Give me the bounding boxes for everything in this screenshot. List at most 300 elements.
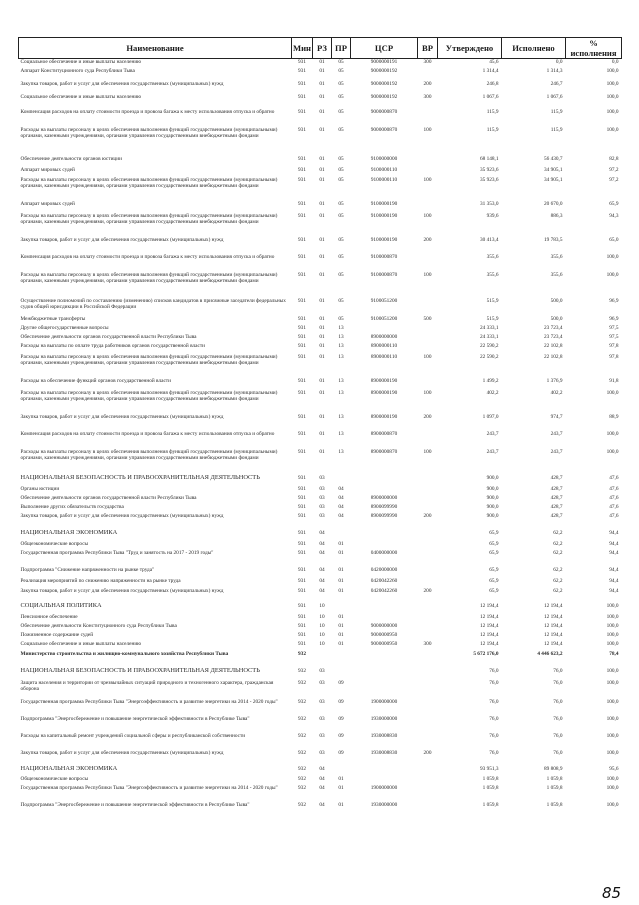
cell-pr: 01 xyxy=(338,640,344,647)
cell-approved: 22 590,2 xyxy=(479,353,499,360)
cell-approved: 35 923,6 xyxy=(479,176,499,183)
cell-approved: 1 059,8 xyxy=(482,775,499,782)
cell-approved: 1 314,4 xyxy=(482,67,499,74)
cell-min: 931 xyxy=(298,413,306,420)
cell-rz: 04 xyxy=(319,587,325,594)
cell-vr xyxy=(418,567,438,578)
cell-name: Подпрограмма "Энергосбережение и повышение энергетической эффективности в Республике Тыва" xyxy=(20,801,250,808)
cell-min: 931 xyxy=(298,200,306,207)
cell-vr: 500 xyxy=(423,315,432,322)
cell-executed: 355,6 xyxy=(550,253,563,260)
cell-min: 931 xyxy=(298,166,306,173)
cell-percent: 82,8 xyxy=(609,155,619,162)
cell-percent: 100,0 xyxy=(606,430,619,437)
cell-vr: 200 xyxy=(423,413,432,420)
cell-csr xyxy=(351,475,418,486)
cell-percent: 100,0 xyxy=(606,126,619,133)
header-csr: ЦСР xyxy=(351,38,418,59)
cell-executed: 22 102,8 xyxy=(543,342,563,349)
table-row xyxy=(19,623,622,632)
cell-min: 931 xyxy=(298,474,306,481)
table-row xyxy=(19,641,622,651)
cell-percent: 97,5 xyxy=(609,324,619,331)
cell-min: 931 xyxy=(298,324,306,331)
cell-vr xyxy=(418,109,438,127)
cell-min: 931 xyxy=(298,342,306,349)
cell-csr xyxy=(351,614,418,623)
cell-name: Расходы на выплаты персоналу в целях обеспечения выполнения функций государственными (муниципальными) органами, казенными учреждениями, органами управления государственными внебюджетными фондами xyxy=(20,212,278,225)
cell-csr xyxy=(351,486,418,495)
cell-pr: 01 xyxy=(338,587,344,594)
cell-min: 931 xyxy=(298,155,306,162)
cell-executed: 243,7 xyxy=(550,448,563,455)
cell-vr xyxy=(418,632,438,641)
cell-min: 932 xyxy=(298,679,306,686)
table-row xyxy=(19,733,622,750)
cell-pr: 01 xyxy=(338,566,344,573)
cell-approved: 93 951,3 xyxy=(479,765,499,772)
cell-executed: 76,0 xyxy=(553,749,563,756)
header-name: Наименование xyxy=(19,38,292,59)
cell-min: 931 xyxy=(298,389,306,396)
cell-min: 931 xyxy=(298,108,306,115)
cell-percent: 100,0 xyxy=(606,108,619,115)
cell-approved: 12 194,4 xyxy=(479,602,499,609)
table-row xyxy=(19,94,622,109)
cell-approved: 5 672 176,0 xyxy=(473,650,499,657)
cell-pr: 05 xyxy=(338,59,344,65)
table-row xyxy=(19,272,622,298)
cell-name: Аппарат мировых судей xyxy=(20,166,75,173)
cell-name: Защита населения и территории от чрезвычайных ситуаций природного и техногенного характера, гражданская оборона xyxy=(20,679,274,692)
cell-executed: 62,2 xyxy=(553,549,563,556)
cell-approved: 900,0 xyxy=(486,512,499,519)
table-row xyxy=(19,109,622,127)
cell-vr xyxy=(418,201,438,213)
cell-pr xyxy=(332,651,351,668)
cell-approved: 115,9 xyxy=(486,108,499,115)
cell-pr: 09 xyxy=(338,698,344,705)
cell-name: Государственная программа Республики Тыва "Труд и занятость на 2017 - 2019 годы" xyxy=(20,549,214,556)
cell-executed: 428,7 xyxy=(550,494,563,501)
cell-approved: 1 097,0 xyxy=(482,413,499,420)
cell-name: Социальное обеспечение и иные выплаты населению xyxy=(20,93,142,100)
cell-rz: 04 xyxy=(319,765,325,772)
cell-name: Министерство строительства и жилищно-коммунального хозяйства Республики Тыва xyxy=(20,650,229,657)
cell-vr xyxy=(418,651,438,668)
cell-csr: 0420042260 xyxy=(370,577,398,584)
cell-rz: 01 xyxy=(319,324,325,331)
cell-approved: 515,9 xyxy=(486,315,499,322)
cell-percent: 97,5 xyxy=(609,333,619,340)
cell-executed: 1 059,8 xyxy=(546,801,563,808)
cell-csr: 1900000000 xyxy=(370,784,398,791)
cell-executed: 62,2 xyxy=(553,566,563,573)
table-row xyxy=(19,449,622,475)
cell-min: 931 xyxy=(298,613,306,620)
cell-percent: 100,0 xyxy=(606,389,619,396)
cell-name: Расходы на выплаты персоналу в целях обеспечения выполнения функций государственными (муниципальными) органами, казенными учреждениями, органами управления государственными внебюджетными фондами xyxy=(20,448,278,461)
cell-percent: 65,9 xyxy=(609,200,619,207)
cell-rz: 01 xyxy=(319,448,325,455)
cell-name: НАЦИОНАЛЬНАЯ ЭКОНОМИКА xyxy=(20,765,118,772)
cell-pr xyxy=(332,530,351,541)
cell-pr: 05 xyxy=(338,126,344,133)
cell-pr: 01 xyxy=(338,631,344,638)
cell-pr: 05 xyxy=(338,236,344,243)
cell-name: Расходы на выплаты персоналу в целях обеспечения выполнения функций государственными (муниципальными) органами, казенными учреждениями, органами управления государственными внебюджетными фондами xyxy=(20,271,278,284)
cell-executed: 355,6 xyxy=(550,271,563,278)
table-row xyxy=(19,201,622,213)
cell-pr: 05 xyxy=(338,176,344,183)
header-rz: РЗ xyxy=(313,38,332,59)
cell-executed: 500,0 xyxy=(550,297,563,304)
cell-approved: 65,9 xyxy=(489,529,499,536)
cell-name: Расходы на выплаты персоналу в целях обеспечения выполнения функций государственными (муниципальными) органами, казенными учреждениями, органами управления государственными внебюджетными фондами xyxy=(20,176,278,189)
cell-vr: 200 xyxy=(423,236,432,243)
cell-pr: 01 xyxy=(338,540,344,547)
cell-name: Обеспечение деятельности органов государственной власти Республики Тыва xyxy=(20,333,197,340)
table-row xyxy=(19,716,622,733)
cell-rz: 10 xyxy=(319,622,325,629)
cell-rz: 03 xyxy=(319,474,325,481)
cell-executed: 1 059,8 xyxy=(546,775,563,782)
cell-vr xyxy=(418,68,438,81)
cell-name: Компенсация расходов на оплату стоимости проезда и провоза багажа к месту использования отпуска и обратно xyxy=(20,253,275,260)
cell-name: Общеэкономические вопросы xyxy=(20,775,89,782)
cell-min: 932 xyxy=(298,715,306,722)
table-row xyxy=(19,504,622,513)
table-row xyxy=(19,156,622,167)
cell-approved: 12 194,4 xyxy=(479,613,499,620)
cell-pr: 13 xyxy=(338,430,344,437)
cell-executed: 12 194,4 xyxy=(543,613,563,620)
cell-min: 932 xyxy=(298,698,306,705)
cell-csr xyxy=(351,776,418,785)
cell-rz: 01 xyxy=(319,212,325,219)
cell-csr: 9000000000 xyxy=(370,622,398,629)
table-row xyxy=(19,68,622,81)
table-row xyxy=(19,541,622,550)
table-row xyxy=(19,530,622,541)
cell-name: Аппарат мировых судей xyxy=(20,200,75,207)
cell-vr: 100 xyxy=(423,353,432,360)
cell-csr xyxy=(351,651,418,668)
cell-pr: 04 xyxy=(338,503,344,510)
cell-percent: 100,0 xyxy=(606,67,619,74)
table-row xyxy=(19,316,622,325)
cell-approved: 35 923,6 xyxy=(479,166,499,173)
cell-rz: 01 xyxy=(319,353,325,360)
cell-percent: 47,6 xyxy=(609,485,619,492)
table-header-row xyxy=(19,38,622,59)
cell-percent: 100,0 xyxy=(606,679,619,686)
cell-percent: 91,8 xyxy=(609,377,619,384)
cell-pr: 05 xyxy=(338,67,344,74)
table-row xyxy=(19,431,622,449)
table-row xyxy=(19,550,622,567)
cell-executed: 12 194,4 xyxy=(543,622,563,629)
cell-csr: 8900000190 xyxy=(370,377,398,384)
cell-executed: 886,3 xyxy=(550,212,563,219)
cell-percent: 100,0 xyxy=(606,253,619,260)
cell-executed: 0,0 xyxy=(555,59,563,65)
cell-name: Расходы на обеспечение функций органов государственной власти xyxy=(20,377,171,384)
cell-vr xyxy=(418,167,438,177)
cell-vr xyxy=(418,766,438,776)
cell-executed: 62,2 xyxy=(553,587,563,594)
table-row xyxy=(19,513,622,530)
cell-executed: 76,0 xyxy=(553,679,563,686)
cell-csr: 8900000190 xyxy=(370,413,398,420)
cell-min: 931 xyxy=(298,529,306,536)
cell-rz: 03 xyxy=(319,698,325,705)
table-row xyxy=(19,699,622,716)
cell-min: 931 xyxy=(298,80,306,87)
cell-csr: 0400000000 xyxy=(370,549,398,556)
cell-rz: 04 xyxy=(319,566,325,573)
cell-name: Обеспечение деятельности органов юстиции xyxy=(20,155,122,162)
cell-vr: 200 xyxy=(423,512,432,519)
cell-percent: 100,0 xyxy=(606,749,619,756)
cell-min: 931 xyxy=(298,640,306,647)
table-row xyxy=(19,334,622,343)
cell-min: 931 xyxy=(298,566,306,573)
cell-min: 932 xyxy=(298,801,306,808)
cell-name: Обеспечение деятельности органов государственной власти Республики Тыва xyxy=(20,494,197,501)
cell-pr: 13 xyxy=(338,448,344,455)
cell-approved: 22 590,2 xyxy=(479,342,499,349)
cell-executed: 243,7 xyxy=(550,430,563,437)
cell-pr: 13 xyxy=(338,333,344,340)
cell-csr: 0420042260 xyxy=(370,587,398,594)
cell-min: 931 xyxy=(298,512,306,519)
cell-vr xyxy=(418,680,438,699)
cell-approved: 76,0 xyxy=(489,732,499,739)
cell-vr xyxy=(418,475,438,486)
cell-min: 931 xyxy=(298,271,306,278)
cell-csr: 9100051200 xyxy=(370,297,398,304)
cell-pr: 05 xyxy=(338,212,344,219)
cell-rz: 01 xyxy=(319,59,325,65)
cell-executed: 1 059,8 xyxy=(546,784,563,791)
cell-percent: 100,0 xyxy=(606,271,619,278)
cell-executed: 428,7 xyxy=(550,474,563,481)
cell-approved: 76,0 xyxy=(489,679,499,686)
cell-csr: 1900000000 xyxy=(370,698,398,705)
cell-vr xyxy=(418,614,438,623)
cell-executed: 62,2 xyxy=(553,540,563,547)
cell-percent: 97,8 xyxy=(609,342,619,349)
cell-vr xyxy=(418,343,438,354)
cell-rz: 01 xyxy=(319,200,325,207)
cell-percent: 94,4 xyxy=(609,577,619,584)
cell-approved: 243,7 xyxy=(486,448,499,455)
cell-percent: 95,6 xyxy=(609,765,619,772)
cell-name: Пожизненное содержание судей xyxy=(20,631,94,638)
cell-name: Государственная программа Республики Тыва "Энергоэффективность и развитие энергетики на 2014 - 2020 годы" xyxy=(20,784,278,791)
cell-min: 931 xyxy=(298,494,306,501)
cell-name: Расходы на выплаты персоналу в целях обеспечения выполнения функций государственными (муниципальными) органами, казенными учреждениями, органами управления государственными внебюджетными фондами xyxy=(20,126,278,139)
cell-pr: 13 xyxy=(338,353,344,360)
cell-executed: 76,0 xyxy=(553,698,563,705)
cell-vr xyxy=(418,776,438,785)
cell-percent: 47,6 xyxy=(609,494,619,501)
cell-name: Закупка товаров, работ и услуг для обеспечения государственных (муниципальных) нужд xyxy=(20,413,224,420)
table-row xyxy=(19,776,622,785)
cell-csr: 9100000190 xyxy=(370,200,398,207)
cell-name: Закупка товаров, работ и услуг для обеспечения государственных (муниципальных) нужд xyxy=(20,749,224,756)
cell-min: 931 xyxy=(298,587,306,594)
cell-vr xyxy=(418,325,438,334)
cell-approved: 68 148,1 xyxy=(479,155,499,162)
cell-rz: 04 xyxy=(319,784,325,791)
cell-rz: 01 xyxy=(319,253,325,260)
cell-csr: 9000000870 xyxy=(370,126,398,133)
cell-rz: 01 xyxy=(319,389,325,396)
cell-vr xyxy=(418,334,438,343)
cell-csr: 1930008830 xyxy=(370,732,398,739)
cell-rz: 03 xyxy=(319,749,325,756)
cell-pr: 01 xyxy=(338,784,344,791)
cell-percent: 94,4 xyxy=(609,540,619,547)
cell-pr: 05 xyxy=(338,155,344,162)
cell-pr: 09 xyxy=(338,679,344,686)
cell-executed: 115,9 xyxy=(550,126,563,133)
cell-rz: 10 xyxy=(319,602,325,609)
cell-executed: 428,7 xyxy=(550,512,563,519)
cell-executed: 23 723,4 xyxy=(543,324,563,331)
cell-min: 931 xyxy=(298,315,306,322)
table-row xyxy=(19,785,622,802)
cell-csr: 9100000190 xyxy=(370,236,398,243)
table-row xyxy=(19,475,622,486)
cell-vr: 300 xyxy=(423,59,432,65)
cell-approved: 76,0 xyxy=(489,749,499,756)
cell-rz: 03 xyxy=(319,732,325,739)
cell-name: Обеспечение деятельности Конституционного суда Республики Тыва xyxy=(20,622,177,629)
cell-rz: 04 xyxy=(319,529,325,536)
cell-name: Аппарат Конституционного суда Республики Тыва xyxy=(20,67,135,74)
cell-vr: 200 xyxy=(423,587,432,594)
cell-pr: 01 xyxy=(338,775,344,782)
cell-percent: 47,6 xyxy=(609,512,619,519)
cell-csr: 8900000110 xyxy=(370,342,398,349)
table-row xyxy=(19,578,622,588)
table-row xyxy=(19,414,622,431)
cell-percent: 100,0 xyxy=(606,80,619,87)
cell-name: СОЦИАЛЬНАЯ ПОЛИТИКА xyxy=(20,602,102,609)
table-row xyxy=(19,668,622,680)
cell-csr: 9000000192 xyxy=(370,67,398,74)
cell-percent: 96,9 xyxy=(609,315,619,322)
cell-approved: 76,0 xyxy=(489,667,499,674)
cell-pr xyxy=(332,668,351,680)
cell-min: 931 xyxy=(298,448,306,455)
cell-csr: 9000000192 xyxy=(370,80,398,87)
cell-csr xyxy=(351,766,418,776)
cell-pr xyxy=(332,475,351,486)
cell-vr: 200 xyxy=(423,749,432,756)
cell-executed: 115,9 xyxy=(550,108,563,115)
cell-pr: 05 xyxy=(338,315,344,322)
cell-rz: 03 xyxy=(319,503,325,510)
table-row xyxy=(19,603,622,614)
cell-name: НАЦИОНАЛЬНАЯ БЕЗОПАСНОСТЬ И ПРАВООХРАНИТЕЛЬНАЯ ДЕЯТЕЛЬНОСТЬ xyxy=(20,667,260,674)
table-row xyxy=(19,680,622,699)
cell-executed: 402,2 xyxy=(550,389,563,396)
cell-rz: 03 xyxy=(319,485,325,492)
cell-executed: 76,0 xyxy=(553,732,563,739)
cell-csr: 1930008830 xyxy=(370,749,398,756)
table-row xyxy=(19,237,622,254)
cell-executed: 246,7 xyxy=(550,80,563,87)
cell-pr: 04 xyxy=(338,485,344,492)
cell-rz: 03 xyxy=(319,679,325,686)
cell-percent: 100,0 xyxy=(606,613,619,620)
cell-name: Другие общегосударственные вопросы xyxy=(20,324,109,331)
cell-vr xyxy=(418,668,438,680)
cell-executed: 1 314,3 xyxy=(546,67,563,74)
cell-csr: 9100000110 xyxy=(370,166,398,173)
cell-vr xyxy=(418,603,438,614)
cell-name: Реализация мероприятий по снижению напряженности на рынке труда xyxy=(20,577,181,584)
cell-min: 931 xyxy=(298,577,306,584)
cell-rz: 04 xyxy=(319,540,325,547)
cell-pr: 01 xyxy=(338,549,344,556)
cell-csr: 1930000000 xyxy=(370,801,398,808)
cell-csr: 9100000190 xyxy=(370,212,398,219)
cell-name: Государственная программа Республики Тыва "Энергоэффективность и развитие энергетики на 2014 - 2020 годы" xyxy=(20,698,278,705)
cell-pr: 01 xyxy=(338,622,344,629)
cell-csr: 8900000000 xyxy=(370,494,398,501)
cell-rz: 01 xyxy=(319,80,325,87)
cell-rz: 01 xyxy=(319,67,325,74)
cell-csr: 8900099990 xyxy=(370,503,398,510)
cell-percent: 96,9 xyxy=(609,297,619,304)
cell-pr: 09 xyxy=(338,732,344,739)
cell-vr xyxy=(418,623,438,632)
cell-min: 931 xyxy=(298,631,306,638)
cell-approved: 65,9 xyxy=(489,587,499,594)
cell-pr: 09 xyxy=(338,715,344,722)
cell-vr xyxy=(418,541,438,550)
cell-executed: 76,0 xyxy=(553,715,563,722)
cell-percent: 47,6 xyxy=(609,474,619,481)
cell-rz: 01 xyxy=(319,126,325,133)
cell-name: Осуществление полномочий по составлению (изменению) списков кандидатов в присяжные заседатели федеральных судов общей юрисдикции в Российской Федерации xyxy=(20,297,286,310)
cell-vr xyxy=(418,802,438,824)
cell-vr xyxy=(418,495,438,504)
cell-pr: 05 xyxy=(338,108,344,115)
cell-min: 931 xyxy=(298,540,306,547)
cell-approved: 115,9 xyxy=(486,126,499,133)
cell-percent: 100,0 xyxy=(606,602,619,609)
cell-percent: 100,0 xyxy=(606,715,619,722)
cell-pr: 09 xyxy=(338,749,344,756)
cell-executed: 12 194,4 xyxy=(543,631,563,638)
cell-vr xyxy=(418,550,438,567)
cell-csr: 9100000110 xyxy=(370,176,398,183)
cell-csr: 8900000000 xyxy=(370,333,398,340)
cell-vr xyxy=(418,699,438,716)
cell-percent: 94,4 xyxy=(609,566,619,573)
cell-vr xyxy=(418,486,438,495)
cell-approved: 24 333,1 xyxy=(479,333,499,340)
cell-approved: 900,0 xyxy=(486,485,499,492)
cell-rz: 01 xyxy=(319,166,325,173)
cell-executed: 1 376,9 xyxy=(546,377,563,384)
